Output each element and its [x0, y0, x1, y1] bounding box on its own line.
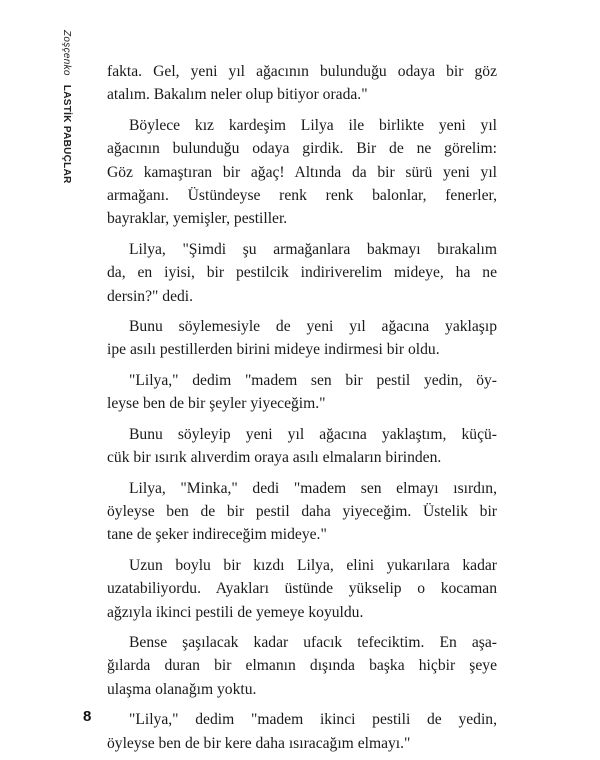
- text-line: ağzıyla ikinci pestili de yemeye koyuldu.: [107, 603, 364, 621]
- paragraph-gap: [107, 470, 497, 477]
- text-line: fakta. Gel, yeni yıl ağacının bulunduğu odaya bir göz: [107, 63, 497, 80]
- text-line: Göz kamaştıran bir ağaç! Altında da bir sürü yeni yıl: [107, 163, 497, 181]
- text-line: Bunu söylemesiyle de yeni yıl ağacına yaklaşıp: [129, 318, 497, 336]
- text-line: öyleyse ben de bir kere daha ısıracağım elmayı.": [107, 734, 411, 752]
- text-line: armağanı. Üstündeyse renk renk balonlar, fenerler,: [107, 187, 497, 205]
- running-head-author: Zoşçenko: [61, 30, 72, 76]
- paragraph-gap: [107, 308, 497, 315]
- text-line: tane de şeker indireceğim mideye.": [107, 526, 327, 544]
- text-line: da, en iyisi, bir pestilcik indiriverelim mideye, ha ne: [107, 264, 497, 282]
- text-line: Lilya, "Minka," dedi "madem sen elmayı ısırdın,: [129, 479, 497, 497]
- text-line: ağacının bulunduğu odaya girdik. Bir de ne görelim:: [107, 140, 497, 158]
- running-head-book-title: LASTİK PABUÇLAR: [61, 84, 72, 184]
- text-line: dersin?" dedi.: [107, 287, 194, 305]
- paragraph-gap: [107, 231, 497, 238]
- text-line: Uzun boylu bir kızdı Lilya, elini yukarılara kadar: [129, 556, 497, 574]
- text-line: Böylece kız kardeşim Lilya ile birlikte yeni yıl: [129, 116, 497, 134]
- text-line: ipe asılı pestillerden birini mideye indirmesi bir oldu.: [107, 341, 440, 359]
- text-line: ulaşma olanağım yoktu.: [107, 680, 257, 698]
- running-head: [61, 30, 72, 184]
- body-text: [107, 60, 497, 755]
- text-line: "Lilya," dedim "madem ikinci pestili de yedin,: [129, 711, 497, 729]
- text-line: atalım. Bakalım neler olup bitiyor orada.": [107, 86, 368, 104]
- text-line: ğılarda duran bir elmanın dışında başka hiçbir şeye: [107, 657, 497, 675]
- text-line: cük bir ısırık alıverdim oraya asılı elmaların birinden.: [107, 449, 442, 467]
- text-line: Bense şaşılacak kadar ufacık tefeciktim. En aşa-: [129, 633, 497, 651]
- text-line: uzatabiliyordu. Ayakları üstünde yükselip o kocaman: [107, 580, 497, 598]
- paragraph-gap: [107, 362, 497, 369]
- text-line: leyse ben de bir şeyler yiyeceğim.": [107, 395, 326, 413]
- paragraph-gap: [107, 107, 497, 114]
- paragraph-gap: [107, 701, 497, 708]
- paragraph-gap: [107, 624, 497, 631]
- text-line: öyleyse ben de bir pestil daha yiyeceğim. Üstelik bir: [107, 502, 497, 520]
- text-line: Bunu söyleyip yeni yıl ağacına yaklaştım, küçü-: [129, 425, 497, 443]
- page-number: 8: [83, 708, 92, 725]
- text-line: bayraklar, yemişler, pestiller.: [107, 210, 288, 228]
- paragraph-gap: [107, 547, 497, 554]
- text-line: Lilya, "Şimdi şu armağanlara bakmayı bırakalım: [129, 240, 497, 258]
- text-line: "Lilya," dedim "madem sen bir pestil yedin, öy-: [129, 371, 497, 389]
- paragraph-gap: [107, 416, 497, 423]
